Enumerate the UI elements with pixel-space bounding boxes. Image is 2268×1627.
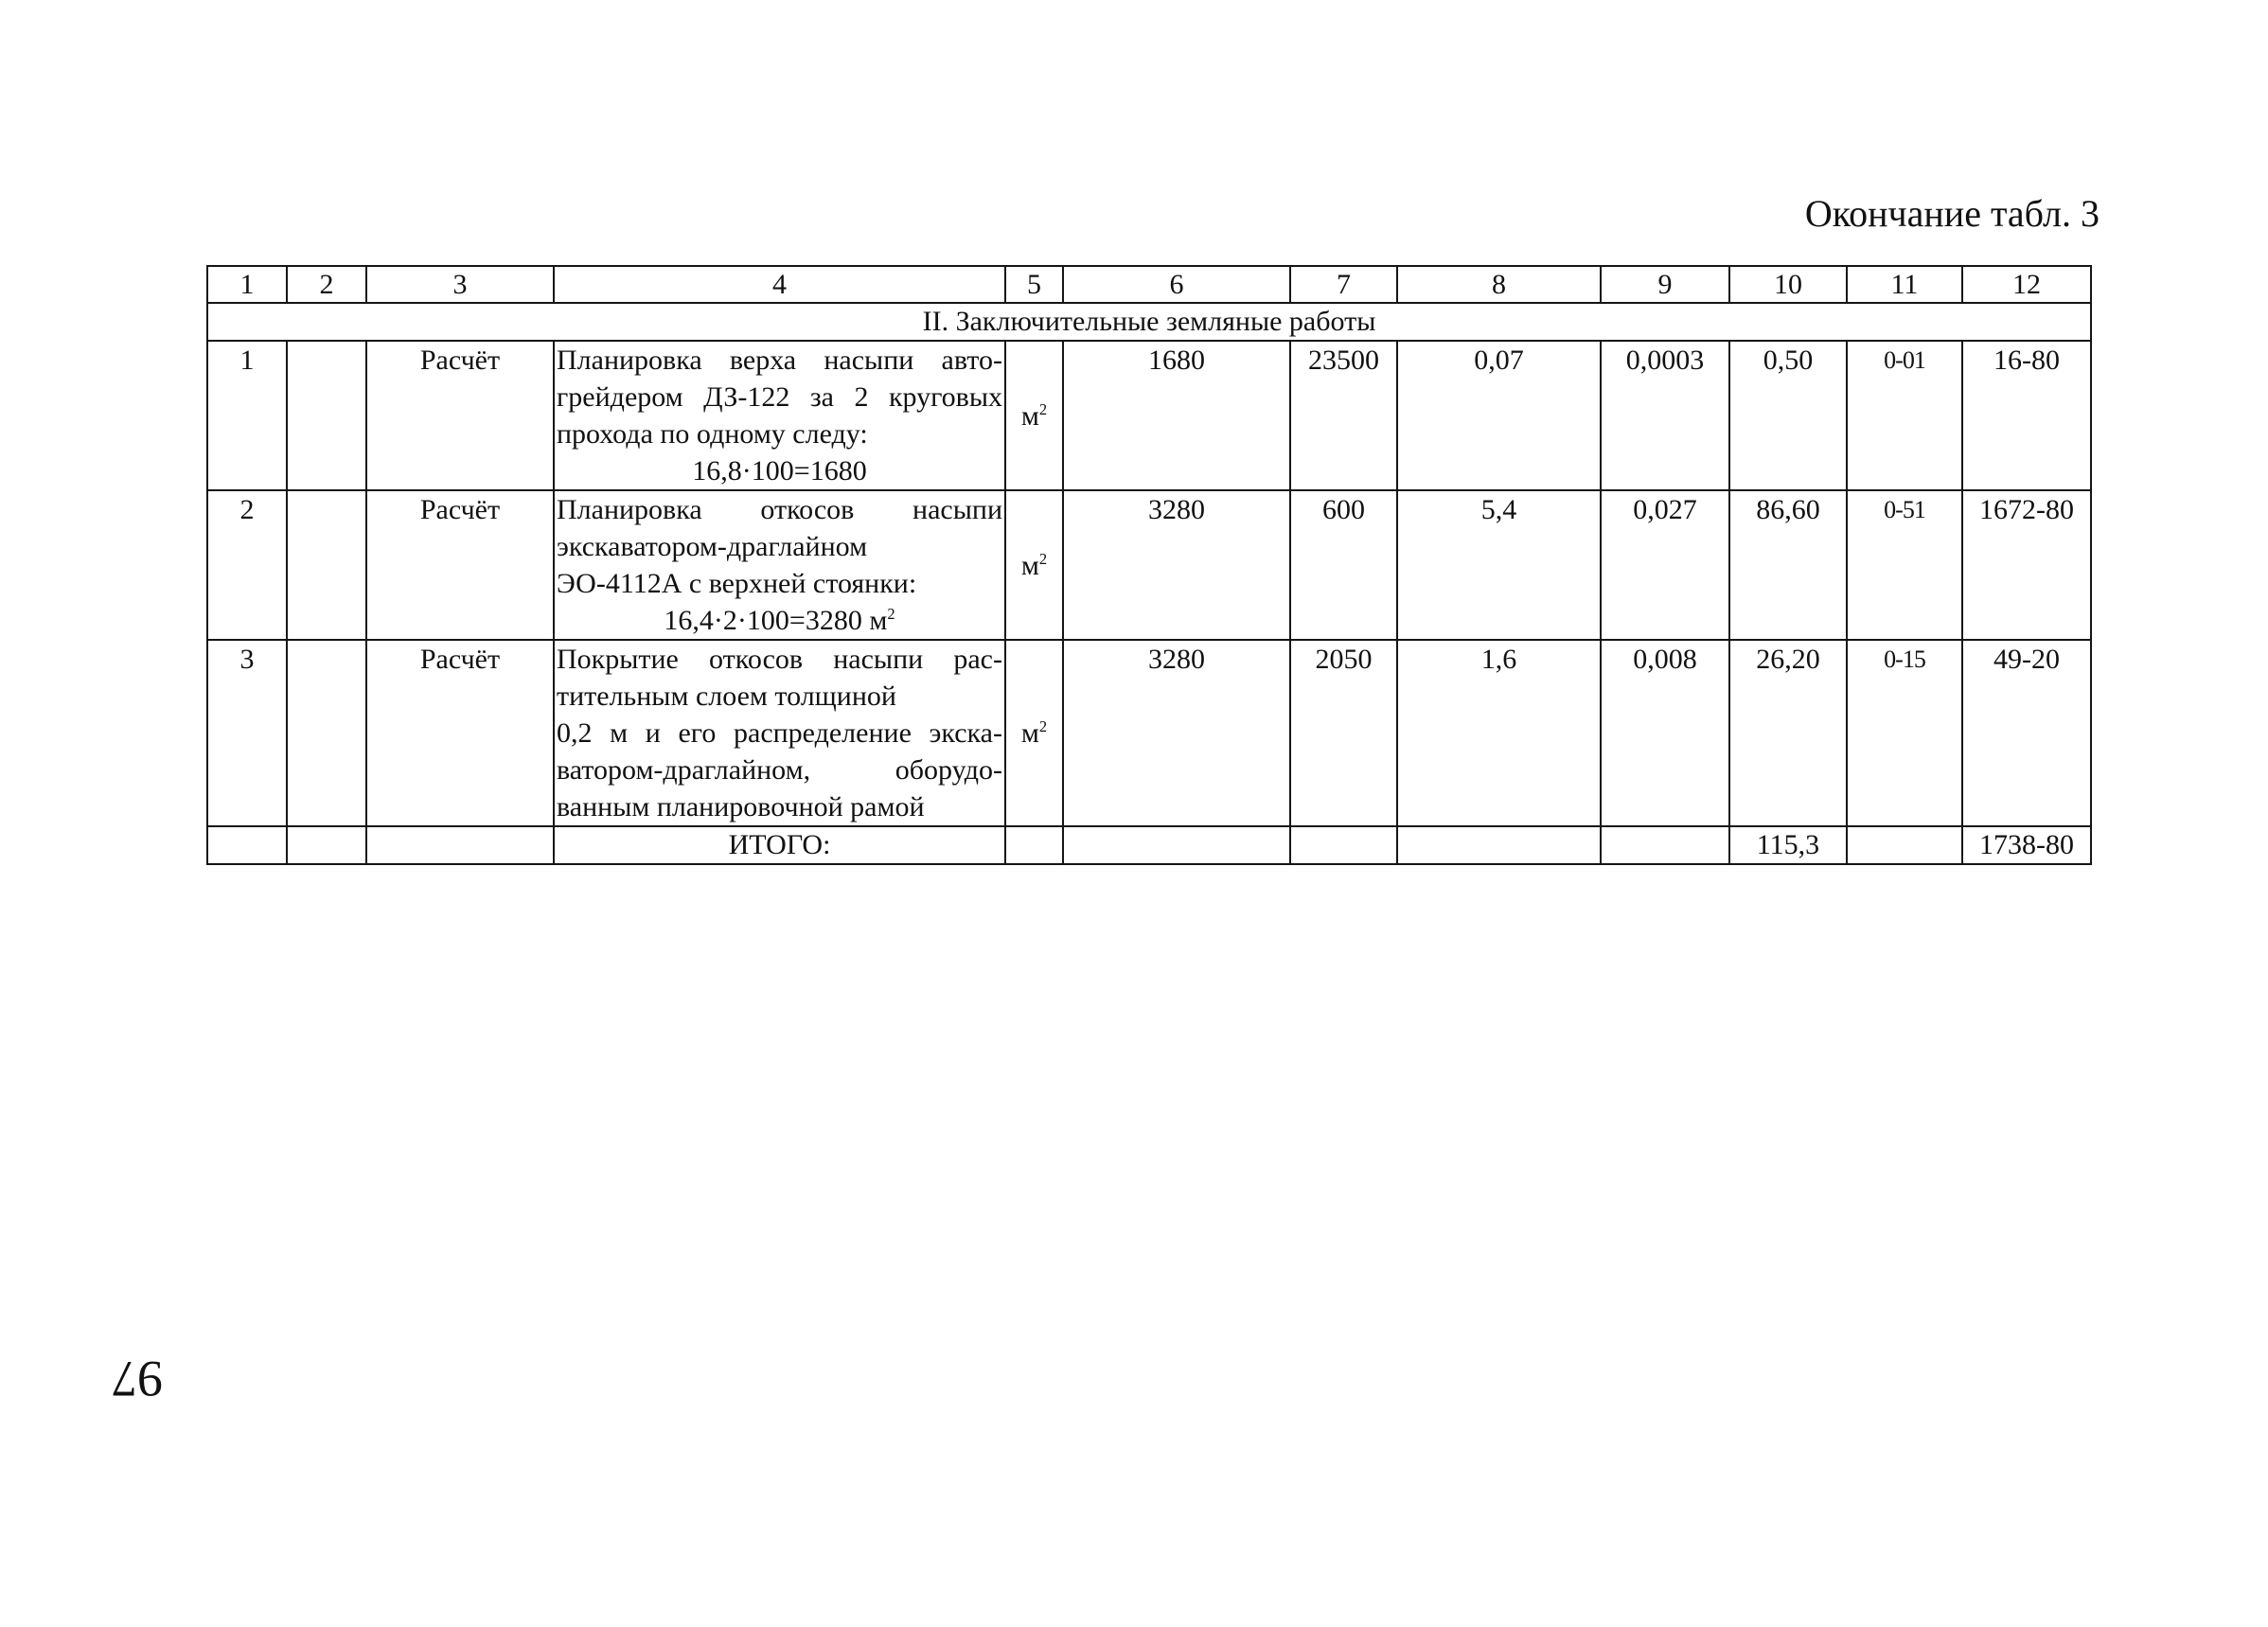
description-line: экскаватором-драглайном [557,531,868,562]
header-cell: 7 [1290,266,1397,303]
row-col8: 5,4 [1397,490,1601,640]
header-cell: 11 [1847,266,1962,303]
unit-exponent: 2 [1038,399,1048,418]
row-col9: 0,0003 [1601,341,1729,490]
description-line: Планировка откосов насыпи [557,494,1002,525]
row-description [554,341,1005,490]
description-line: ЭО-4112А с верхней стоянки: [557,568,917,599]
header-cell: 3 [366,266,554,303]
header-cell: 5 [1005,266,1063,303]
row-basis: Расчёт [366,640,554,826]
row-col11: 0-51 [1847,490,1962,640]
description-line: грейдером ДЗ-122 за 2 круговых [557,381,1002,413]
row-col11: 0-15 [1847,640,1962,826]
total-empty-cell [1601,826,1729,864]
total-empty-cell [1397,826,1601,864]
row-col9: 0,027 [1601,490,1729,640]
row-description [554,490,1005,640]
header-cell: 4 [554,266,1005,303]
row-unit [1005,341,1063,490]
unit-text: м [1020,399,1039,432]
header-cell: 10 [1729,266,1847,303]
row-basis: Расчёт [366,490,554,640]
row-description [554,640,1005,826]
row-col9: 0,008 [1601,640,1729,826]
row-code [287,341,366,490]
row-col12: 1672-80 [1962,490,2091,640]
row-col10: 0,50 [1729,341,1847,490]
description-line: 16,8·100=1680 [692,455,867,486]
row-unit [1005,490,1063,640]
unit-exponent: 2 [1038,549,1048,568]
table-row [207,640,2091,826]
row-col8: 1,6 [1397,640,1601,826]
header-cell: 9 [1601,266,1729,303]
section-row [207,303,2091,341]
row-col11: 0-01 [1847,341,1962,490]
total-col12: 1738-80 [1962,826,2091,864]
description-line: 16,4·2·100=3280 м [664,605,888,636]
total-empty-cell [207,826,287,864]
row-col12: 16-80 [1962,341,2091,490]
row-col10: 26,20 [1729,640,1847,826]
row-col12: 49-20 [1962,640,2091,826]
row-quantity: 3280 [1063,490,1290,640]
description-line: ватором-драглайном, оборудо- [557,754,1002,786]
total-empty-cell [1847,826,1962,864]
row-basis: Расчёт [366,341,554,490]
page-number: 97 [112,1351,163,1407]
total-empty-cell [287,826,366,864]
header-row [207,266,2091,303]
description-line-wrap [557,602,1002,639]
row-number: 1 [207,341,287,490]
table-caption: Окончание табл. 3 [1804,192,2100,235]
row-col10: 86,60 [1729,490,1847,640]
description-line: 0,2 м и его распределение экска- [557,717,1002,749]
total-empty-cell [1290,826,1397,864]
row-norm: 600 [1290,490,1397,640]
header-cell: 1 [207,266,287,303]
table-row [207,341,2091,490]
header-cell: 6 [1063,266,1290,303]
unit-text: м [1020,717,1039,749]
row-code [287,640,366,826]
total-empty-cell [1063,826,1290,864]
row-col8: 0,07 [1397,341,1601,490]
row-quantity: 3280 [1063,640,1290,826]
unit-text: м [1020,549,1039,581]
total-empty-cell [366,826,554,864]
description-line: Планировка верха насыпи авто- [557,345,1002,376]
description-line: Покрытие откосов насыпи рас- [557,644,1002,675]
description-line: ванным планировочной рамой [557,791,925,822]
unit-exponent: 2 [1038,717,1048,735]
section-title: II. Заключительные земляные работы [207,303,2091,341]
total-label: ИТОГО: [554,826,1005,864]
header-cell: 12 [1962,266,2091,303]
header-cell: 2 [287,266,366,303]
estimate-table [206,265,2092,865]
table-row [207,490,2091,640]
description-line: тительным слоем толщиной [557,681,896,712]
description-exponent: 2 [887,605,895,623]
row-code [287,490,366,640]
total-empty-cell [1005,826,1063,864]
header-cell: 8 [1397,266,1601,303]
total-row [207,826,2091,864]
row-norm: 23500 [1290,341,1397,490]
row-norm: 2050 [1290,640,1397,826]
row-unit [1005,640,1063,826]
row-number: 2 [207,490,287,640]
description-line: прохода по одному следу: [557,418,868,450]
total-col10: 115,3 [1729,826,1847,864]
row-number: 3 [207,640,287,826]
row-quantity: 1680 [1063,341,1290,490]
